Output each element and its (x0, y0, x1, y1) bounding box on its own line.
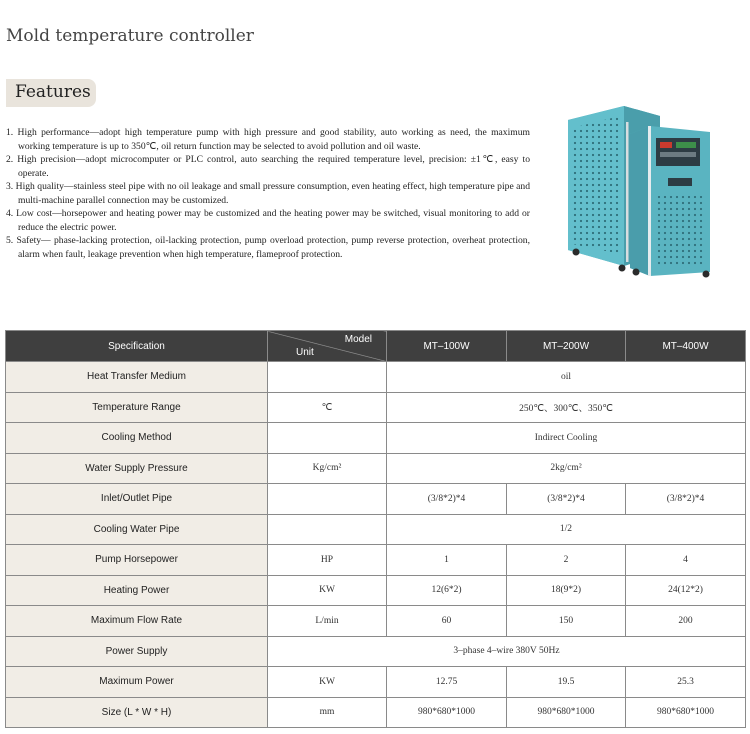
model-header-mt400w: MT–400W (626, 331, 746, 362)
row-label: Cooling Method (6, 423, 268, 454)
model-header: Model (344, 334, 372, 345)
row-label: Heat Transfer Medium (6, 362, 268, 393)
row-value-mt200w: 2 (507, 545, 626, 576)
row-value: Indirect Cooling (387, 423, 746, 454)
row-value: 250℃、300℃、350℃ (387, 392, 746, 423)
table-row (6, 392, 746, 423)
row-value: 3–phase 4–wire 380V 50Hz (268, 636, 746, 667)
feature-item: 4. Low cost—horsepower and heating power may be customized and the heating power may be switched, visual monitoring to add or reduce the electric power. (6, 208, 530, 233)
row-label: Maximum Power (6, 667, 268, 698)
row-value-mt100w: 1 (387, 545, 507, 576)
row-value: 1/2 (387, 514, 746, 545)
features-heading: Features (15, 82, 91, 102)
table-row (6, 423, 746, 454)
row-value-mt400w: 980*680*1000 (626, 697, 746, 728)
table-row (6, 606, 746, 637)
row-unit (268, 362, 387, 393)
row-value-mt100w: (3/8*2)*4 (387, 484, 507, 515)
row-value-mt200w: 150 (507, 606, 626, 637)
row-value-mt100w: 60 (387, 606, 507, 637)
spec-header: Specification (6, 331, 268, 362)
model-header-mt100w: MT–100W (387, 331, 507, 362)
row-label: Maximum Flow Rate (6, 606, 268, 637)
product-image (560, 104, 720, 280)
row-value-mt200w: 980*680*1000 (507, 697, 626, 728)
feature-item: 5. Safety— phase-lacking protection, oil-lacking protection, pump overload protection, pump reverse protection, overheat protection, alarm when fault, leakage prevention when high temperature, flameproof protection. (6, 235, 530, 260)
row-value: oil (387, 362, 746, 393)
unit-header: Unit (296, 347, 314, 358)
row-value-mt400w: 25.3 (626, 667, 746, 698)
row-value-mt400w: 4 (626, 545, 746, 576)
row-unit: HP (268, 545, 387, 576)
table-header-row (6, 331, 746, 362)
table-row (6, 575, 746, 606)
row-unit: Kg/cm² (268, 453, 387, 484)
row-label: Inlet/Outlet Pipe (6, 484, 268, 515)
table-row (6, 545, 746, 576)
row-value-mt100w: 12(6*2) (387, 575, 507, 606)
model-unit-header (268, 331, 387, 362)
feature-item: 3. High quality—stainless steel pipe with no oil leakage and small pressure consumption, even heating effect, high temperature pipe and multi-machine parallel connection may be customized. (6, 181, 530, 206)
row-label: Size (L * W * H) (6, 697, 268, 728)
row-value-mt400w: 200 (626, 606, 746, 637)
row-value-mt200w: (3/8*2)*4 (507, 484, 626, 515)
row-label: Water Supply Pressure (6, 453, 268, 484)
feature-item: 1. High performance—adopt high temperature pump with high pressure and good stability, auto working as need, the maximum working temperature is up to 350℃, oil return function may be selected to avoid pollution and oil waste. (6, 127, 530, 152)
row-unit: KW (268, 575, 387, 606)
row-label: Heating Power (6, 575, 268, 606)
table-row (6, 484, 746, 515)
row-unit (268, 423, 387, 454)
table-row (6, 697, 746, 728)
table-row (6, 667, 746, 698)
table-row (6, 453, 746, 484)
row-value-mt100w: 12.75 (387, 667, 507, 698)
row-value-mt400w: 24(12*2) (626, 575, 746, 606)
features-heading-tab (6, 79, 96, 107)
row-unit: mm (268, 697, 387, 728)
table-row (6, 636, 746, 667)
row-value-mt400w: (3/8*2)*4 (626, 484, 746, 515)
row-unit: L/min (268, 606, 387, 637)
row-value: 2kg/cm² (387, 453, 746, 484)
row-label: Cooling Water Pipe (6, 514, 268, 545)
table-row (6, 362, 746, 393)
row-unit: ℃ (268, 392, 387, 423)
row-value-mt200w: 19.5 (507, 667, 626, 698)
model-header-mt200w: MT–200W (507, 331, 626, 362)
row-unit (268, 484, 387, 515)
row-value-mt100w: 980*680*1000 (387, 697, 507, 728)
features-list (6, 126, 530, 261)
table-row (6, 514, 746, 545)
page-title: Mold temperature controller (6, 26, 254, 46)
spec-table (5, 330, 746, 728)
feature-item: 2. High precision—adopt microcomputer or PLC control, auto searching the required temperature level, precision: ±1℃, easy to operate. (6, 154, 530, 179)
row-unit: KW (268, 667, 387, 698)
row-unit (268, 514, 387, 545)
row-value-mt200w: 18(9*2) (507, 575, 626, 606)
row-label: Temperature Range (6, 392, 268, 423)
row-label: Pump Horsepower (6, 545, 268, 576)
row-label: Power Supply (6, 636, 268, 667)
